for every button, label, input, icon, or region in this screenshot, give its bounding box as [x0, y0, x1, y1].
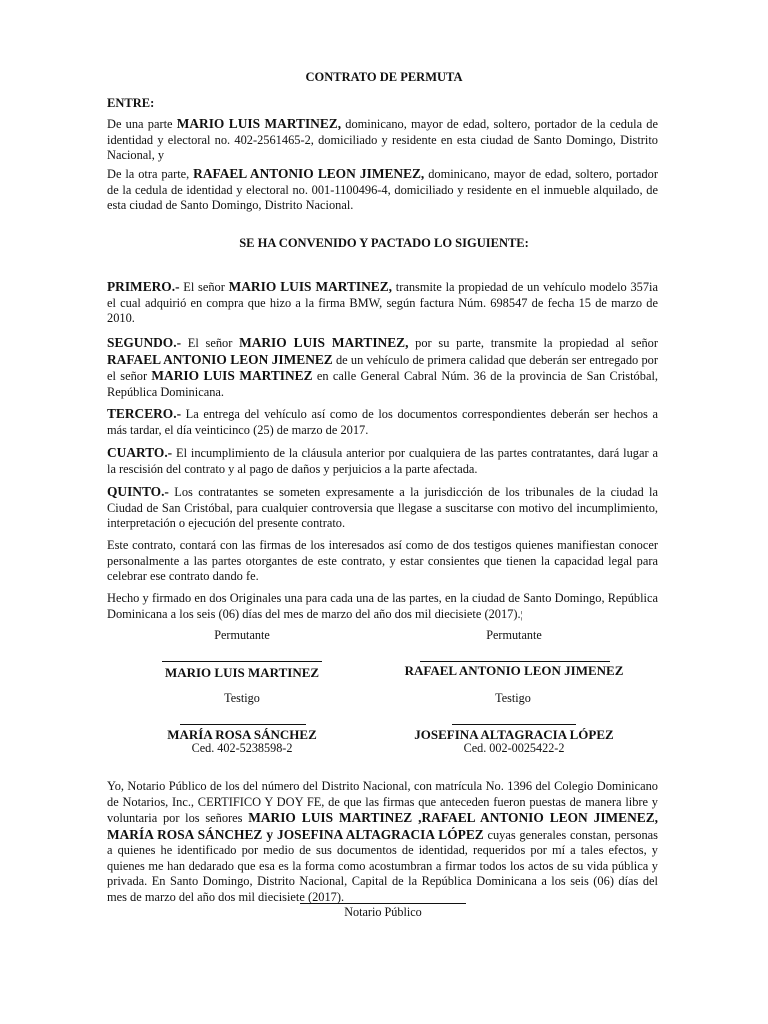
party-two-paragraph	[107, 166, 658, 214]
clause-segundo-name-2: RAFAEL ANTONIO LEON JIMENEZ	[107, 351, 333, 367]
notary-certification	[107, 779, 658, 905]
signature-line-right	[420, 661, 610, 662]
clause-quinto	[107, 484, 658, 532]
party-two-intro: De la otra parte,	[107, 167, 194, 181]
clause-segundo	[107, 335, 658, 400]
testigo-left-label: Testigo	[224, 691, 260, 705]
party-one-name: MARIO LUIS MARTINEZ,	[176, 116, 342, 131]
permutante-left-name: MARIO LUIS MARTINEZ	[164, 665, 320, 680]
agreement-subtitle: SE HA CONVENIDO Y PACTADO LO SIGUIENTE:	[239, 236, 529, 250]
clause-segundo-text-b: por su parte, transmite la propiedad al señor	[408, 336, 658, 350]
clause-segundo-text-d: en calle General Cabral Núm. 36 de la provincia de San Cristóbal, República Dominicana.	[107, 369, 658, 399]
permutante-right-label: Permutante	[486, 628, 542, 642]
signature-line-left	[162, 661, 322, 662]
party-one-details: dominicano, mayor de edad, soltero, portador de la cedula de identidad y electoral no. 402-2561465-2, domiciliado y residente en esta ciudad de Santo Domingo, Distrito Nacional, y	[107, 117, 658, 162]
clause-cuarto	[107, 445, 658, 477]
signatures-paragraph: Este contrato, contará con las firmas de los interesados así como de dos testigos quienes manifiestan conocer personalmente a las partes otorgantes de este contrato, y estar consientes que tienen la capacidad legal para celebrar ese contrato dando fe.	[107, 538, 658, 583]
signed-text: Hecho y firmado en dos Originales una para cada una de las partes, en la ciudad de Santo Domingo, República Dominicana a los seis (06) días del mes de marzo del año dos mil diecisiete (2017).	[107, 591, 658, 621]
signed-paragraph	[107, 591, 658, 623]
notary-signature-line	[300, 903, 466, 904]
party-two-details: dominicano, mayor de edad, soltero, portador de la cedula de identidad y electoral no. 001-1100496-4, domiciliado y residente en el inmueble alquilado, de esta ciudad de Santo Domingo, Distrito Nacional.	[107, 167, 658, 212]
clause-primero-name: MARIO LUIS MARTINEZ,	[228, 279, 393, 294]
witness-left-id: Ced. 402-5238598-2	[191, 741, 293, 755]
party-two-name: RAFAEL ANTONIO LEON JIMENEZ,	[193, 166, 425, 181]
document-title: CONTRATO DE PERMUTA	[305, 70, 463, 84]
notary-names: MARIO LUIS MARTINEZ ,RAFAEL ANTONIO LEON JIMENEZ, MARÍA ROSA SÁNCHEZ y JOSEFINA ALTAGRACIA LÓPEZ	[107, 810, 658, 842]
party-one-intro: De una parte	[107, 117, 177, 131]
clause-tercero	[107, 406, 658, 438]
entre-heading: ENTRE:	[107, 96, 155, 110]
witness-line-right	[452, 724, 576, 725]
clause-primero-text-a: El señor	[179, 280, 229, 294]
witness-right-id: Ced. 002-0025422-2	[463, 741, 565, 755]
permutante-right-name: RAFAEL ANTONIO LEON JIMENEZ	[404, 663, 624, 678]
clause-quinto-label: QUINTO.-	[107, 484, 169, 499]
clause-segundo-name-1: MARIO LUIS MARTINEZ,	[239, 335, 409, 350]
clause-tercero-text: La entrega del vehículo así como de los documentos correspondientes deberán ser hechos a más tardar, el día veinticinco (25) de marzo de 2017.	[107, 407, 658, 437]
notary-text-a: Yo, Notario Público de los del número del Distrito Nacional, con matrícula No. 1396 del Colegio Dominicano de Notarios, Inc., CERTIFICO Y DOY FE, de que las firmas que anteceden fueron puestas de manera libre y voluntaria por los señores	[107, 779, 658, 825]
clause-segundo-label: SEGUNDO.-	[107, 335, 182, 350]
clause-primero-label: PRIMERO.-	[107, 279, 180, 294]
witness-left-name: MARÍA ROSA SÁNCHEZ	[167, 727, 317, 742]
clause-cuarto-text: El incumplimiento de la cláusula anterior por cualquiera de las partes contratantes, dará lugar a la rescisión del contrato y al pago de daños y perjuicios a la parte afectada.	[107, 446, 658, 476]
clause-cuarto-label: CUARTO.-	[107, 445, 173, 460]
clause-primero	[107, 279, 658, 327]
notary-label: Notario Público	[344, 905, 422, 919]
notary-text-b: cuyas generales constan, personas a quienes he identificado por medio de sus documentos de identidad, requeridos por mí a tales efectos, y quienes me han dedarado que esa es la forma como acostumbran a firmar todos los actos de su vida pública y privada. En Santo Domingo, Distrito Nacional, Capital de la República Dominicana a los seis (06) días del mes de marzo del año dos mil diecisiete (2017).	[107, 827, 658, 904]
clause-tercero-label: TERCERO.-	[107, 406, 182, 421]
witness-right-name: JOSEFINA ALTAGRACIA LÓPEZ	[414, 727, 614, 742]
clause-segundo-name-3: MARIO LUIS MARTINEZ	[151, 368, 313, 383]
clause-quinto-text: Los contratantes se someten expresamente a la jurisdicción de los tribunales de la ciudad la Ciudad de San Cristóbal, para cualquier controversia que llegase a suscitarse con motivo del incumplimiento, interpretación o ejecución del presente contrato.	[107, 485, 658, 530]
clause-primero-text-b: transmite la propiedad de un vehículo modelo 357ia el cual adquirió en compra que hizo a la firma BMW, según factura Núm. 698547 de fecha 15 de marzo de 2010.	[107, 280, 658, 325]
clause-segundo-text-a: El señor	[181, 336, 240, 350]
testigo-right-label: Testigo	[495, 691, 531, 705]
party-one-paragraph	[107, 116, 658, 164]
signed-mark: ¦	[520, 609, 523, 621]
permutante-left-label: Permutante	[214, 628, 270, 642]
witness-line-left	[180, 724, 306, 725]
clause-segundo-text-c: de un vehículo de primera calidad que deberán ser entregado por el señor	[107, 352, 658, 383]
